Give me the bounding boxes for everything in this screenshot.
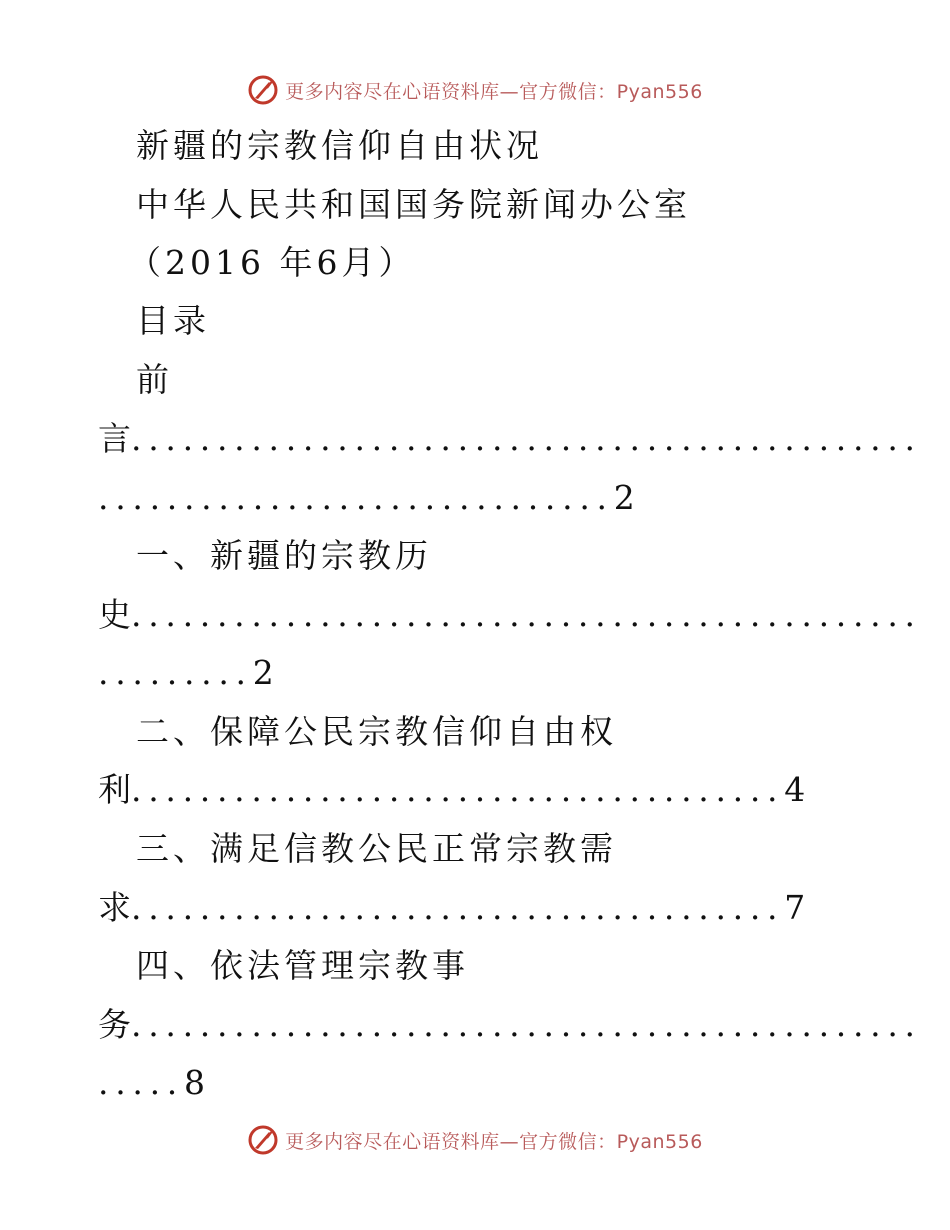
toc-leader-dots: ..... [98, 1063, 184, 1102]
quill-logo-icon [247, 74, 279, 106]
toc-page-number: 8 [183, 1063, 205, 1102]
watermark-banner-bottom [0, 1120, 950, 1160]
toc-section-1-char: 史 [98, 595, 131, 634]
toc-section-1-label: 一、新疆的宗教历 [136, 536, 432, 575]
toc-page-number: 2 [252, 653, 274, 692]
toc-section-4-label: 四、依法管理宗教事 [136, 946, 469, 985]
watermark-text: 更多内容尽在心语资料库—官方微信：Pyan556 [285, 80, 703, 103]
toc-foreword-line2 [98, 476, 635, 520]
toc-foreword-line1 [98, 417, 922, 461]
toc-leader-dots: .............................................. [131, 419, 922, 458]
toc-section-2-char: 利 [98, 770, 131, 809]
toc-leader-dots: ...................................... [131, 888, 785, 927]
toc-leader-dots: ...................................... [131, 770, 785, 809]
toc-section-3-label: 三、满足信教公民正常宗教需 [136, 829, 617, 868]
toc-section-4-char: 务 [98, 1005, 131, 1044]
watermark-banner-top [0, 70, 950, 110]
toc-leader-dots: .............................................. [131, 595, 922, 634]
toc-leader-dots: .............................. [98, 478, 614, 517]
toc-page-number: 4 [784, 770, 806, 809]
toc-foreword-label: 前 [136, 360, 173, 399]
toc-leader-dots: ......... [98, 653, 253, 692]
toc-section-2-label: 二、保障公民宗教信仰自由权 [136, 712, 617, 751]
toc-leader-dots: .............................................. [131, 1005, 922, 1044]
issuer: 中华人民共和国国务院新闻办公室 [136, 185, 691, 224]
toc-section-3-char: 求 [98, 888, 131, 927]
document-title: 新疆的宗教信仰自由状况 [136, 126, 543, 165]
toc-page-number: 7 [784, 888, 806, 927]
toc-foreword-char: 言 [98, 419, 131, 458]
quill-logo-icon [247, 1124, 279, 1156]
toc-section-4-line1 [98, 1003, 922, 1047]
toc-section-2-line1 [98, 768, 805, 812]
toc-section-3-line1 [98, 886, 805, 930]
watermark-text: 更多内容尽在心语资料库—官方微信：Pyan556 [285, 1130, 703, 1153]
publication-date: （2016 年6月） [128, 243, 416, 282]
toc-section-1-line1 [98, 593, 922, 637]
toc-section-4-line2 [98, 1061, 205, 1105]
toc-page-number: 2 [613, 478, 635, 517]
toc-section-1-line2 [98, 651, 274, 695]
toc-heading: 目录 [136, 301, 210, 340]
